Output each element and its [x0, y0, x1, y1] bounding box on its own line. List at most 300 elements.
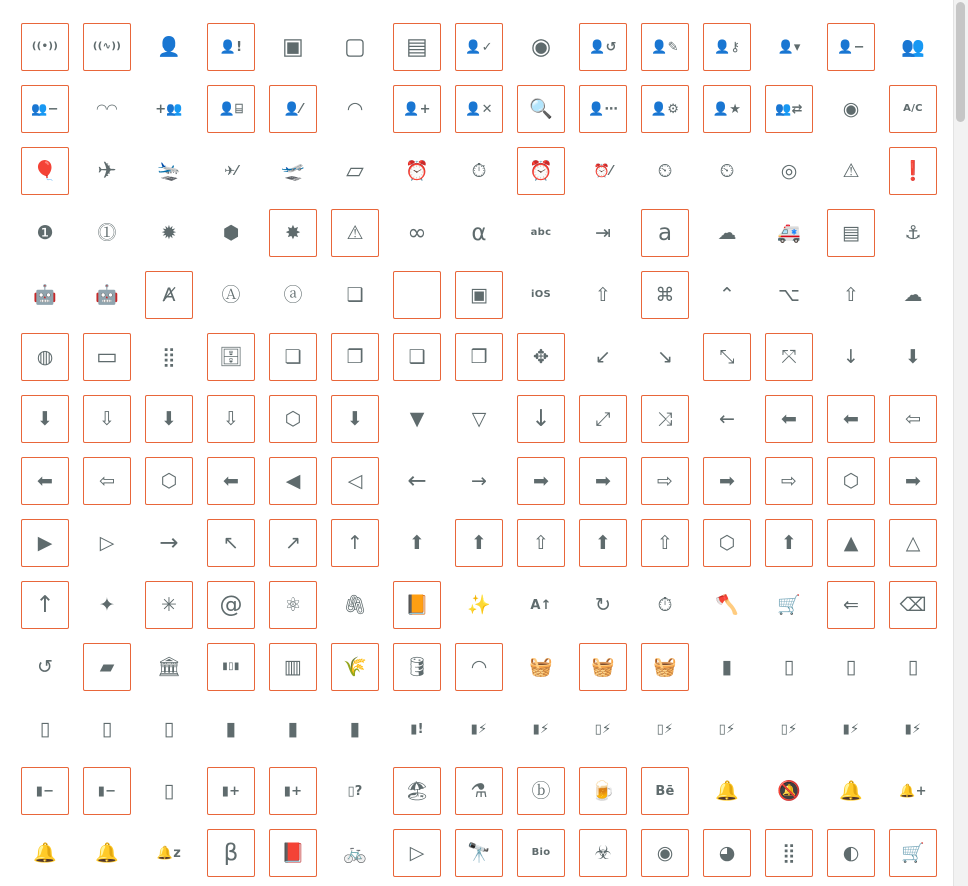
- icon-cell[interactable]: [76, 450, 138, 512]
- icon-cell[interactable]: [200, 822, 262, 884]
- icon-cell[interactable]: [510, 636, 572, 698]
- icon-cell[interactable]: [14, 760, 76, 822]
- icon-cell[interactable]: [324, 140, 386, 202]
- icon-cell[interactable]: [510, 140, 572, 202]
- bell-off-icon[interactable]: [765, 767, 813, 815]
- arrow-right-drop-circle-icon[interactable]: [21, 519, 69, 567]
- icon-cell[interactable]: [696, 140, 758, 202]
- bio-icon[interactable]: [517, 829, 565, 877]
- icon-cell[interactable]: [882, 202, 944, 264]
- icon-cell[interactable]: [14, 16, 76, 78]
- icon-cell[interactable]: [634, 78, 696, 140]
- icon-cell[interactable]: [820, 822, 882, 884]
- icon-cell[interactable]: [138, 698, 200, 760]
- icon-cell[interactable]: [262, 264, 324, 326]
- battery-40-icon[interactable]: [21, 705, 69, 753]
- icon-cell[interactable]: [758, 822, 820, 884]
- arrow-all-icon[interactable]: [517, 333, 565, 381]
- icon-cell[interactable]: [386, 636, 448, 698]
- arrow-down-icon[interactable]: [827, 333, 875, 381]
- basket-icon[interactable]: [517, 643, 565, 691]
- battery-minus-icon[interactable]: [21, 767, 69, 815]
- battery-charging-icon[interactable]: [455, 705, 503, 753]
- alarm-plus-icon[interactable]: [641, 147, 689, 195]
- icon-cell[interactable]: [572, 822, 634, 884]
- icon-cell[interactable]: [882, 16, 944, 78]
- barcode-scan-icon[interactable]: [269, 643, 317, 691]
- icon-cell[interactable]: [448, 264, 510, 326]
- icon-cell[interactable]: [510, 264, 572, 326]
- icon-cell[interactable]: [262, 326, 324, 388]
- access-point-network-icon[interactable]: [83, 23, 131, 71]
- scrollbar-thumb[interactable]: [956, 2, 965, 122]
- backspace-icon[interactable]: [889, 581, 937, 629]
- icon-cell[interactable]: [696, 512, 758, 574]
- icon-cell[interactable]: [572, 326, 634, 388]
- bell-ring-outline-icon[interactable]: [83, 829, 131, 877]
- account-off-icon[interactable]: [269, 85, 317, 133]
- bell-sleep-icon[interactable]: [145, 829, 193, 877]
- icon-cell[interactable]: [572, 450, 634, 512]
- biohazard-icon[interactable]: [579, 829, 627, 877]
- battery-charging-100-icon[interactable]: [517, 705, 565, 753]
- icon-cell[interactable]: [386, 264, 448, 326]
- icon-cell[interactable]: [386, 202, 448, 264]
- icon-cell[interactable]: [510, 822, 572, 884]
- alert-icon[interactable]: [827, 147, 875, 195]
- beach-icon[interactable]: [393, 767, 441, 815]
- vertical-scrollbar[interactable]: [953, 0, 968, 886]
- icon-cell[interactable]: [572, 698, 634, 760]
- apple-keyboard-option-icon[interactable]: [765, 271, 813, 319]
- basecamp-icon[interactable]: [455, 643, 503, 691]
- arrow-right-bold-circle-outline-icon[interactable]: [765, 457, 813, 505]
- binoculars-icon[interactable]: [455, 829, 503, 877]
- battery-charging-40-icon[interactable]: [703, 705, 751, 753]
- application-icon[interactable]: [21, 333, 69, 381]
- icon-cell[interactable]: [76, 264, 138, 326]
- bandcamp-icon[interactable]: [83, 643, 131, 691]
- application-window-icon[interactable]: [83, 333, 131, 381]
- icon-cell[interactable]: [510, 760, 572, 822]
- icon-cell[interactable]: [758, 450, 820, 512]
- icon-cell[interactable]: [448, 512, 510, 574]
- account-multiple-icon[interactable]: [889, 23, 937, 71]
- av-timer-icon[interactable]: [641, 581, 689, 629]
- icon-cell[interactable]: [696, 450, 758, 512]
- arrow-left-bold-box-outline-icon[interactable]: [889, 395, 937, 443]
- blackberry-icon[interactable]: [765, 829, 813, 877]
- icon-cell[interactable]: [882, 140, 944, 202]
- icon-cell[interactable]: [882, 450, 944, 512]
- icon-cell[interactable]: [820, 760, 882, 822]
- icon-cell[interactable]: [882, 636, 944, 698]
- icon-cell[interactable]: [696, 78, 758, 140]
- bell-ring-icon[interactable]: [21, 829, 69, 877]
- battery-70-icon[interactable]: [207, 705, 255, 753]
- icon-cell[interactable]: [758, 264, 820, 326]
- arrow-up-bold-hexagon-outline-icon[interactable]: [703, 519, 751, 567]
- all-inclusive-icon[interactable]: [393, 209, 441, 257]
- battery-60-icon[interactable]: [145, 705, 193, 753]
- icon-cell[interactable]: [820, 326, 882, 388]
- atom-icon[interactable]: [269, 581, 317, 629]
- icon-cell[interactable]: [324, 16, 386, 78]
- alert-box-icon[interactable]: [889, 147, 937, 195]
- icon-cell[interactable]: [696, 698, 758, 760]
- beta-icon[interactable]: [207, 829, 255, 877]
- battery-icon[interactable]: [703, 643, 751, 691]
- android-icon[interactable]: [21, 271, 69, 319]
- arrow-bottom-right-icon[interactable]: [641, 333, 689, 381]
- icon-cell[interactable]: [138, 636, 200, 698]
- icon-cell[interactable]: [386, 760, 448, 822]
- icon-cell[interactable]: [324, 822, 386, 884]
- arrow-right-thick-icon[interactable]: [145, 519, 193, 567]
- icon-cell[interactable]: [14, 78, 76, 140]
- account-multiple-outline-icon[interactable]: [83, 85, 131, 133]
- icon-cell[interactable]: [138, 16, 200, 78]
- bitbucket-icon[interactable]: [641, 829, 689, 877]
- arrow-left-drop-circle-icon[interactable]: [269, 457, 317, 505]
- alert-outline-icon[interactable]: [331, 209, 379, 257]
- icon-cell[interactable]: [386, 822, 448, 884]
- arrow-down-drop-circle-icon[interactable]: [393, 395, 441, 443]
- icon-cell[interactable]: [634, 326, 696, 388]
- icon-cell[interactable]: [14, 450, 76, 512]
- icon-cell[interactable]: [200, 512, 262, 574]
- alert-octagram-icon[interactable]: [269, 209, 317, 257]
- battery-alert-icon[interactable]: [393, 705, 441, 753]
- icon-cell[interactable]: [448, 78, 510, 140]
- icon-cell[interactable]: [200, 636, 262, 698]
- icon-cell[interactable]: [200, 388, 262, 450]
- arrow-up-drop-circle-icon[interactable]: [827, 519, 875, 567]
- icon-cell[interactable]: [882, 78, 944, 140]
- bike-icon[interactable]: [331, 829, 379, 877]
- icon-cell[interactable]: [76, 760, 138, 822]
- arrow-expand-all-icon[interactable]: [641, 395, 689, 443]
- apple-finder-icon[interactable]: [455, 271, 503, 319]
- apple-keyboard-caps-icon[interactable]: [579, 271, 627, 319]
- anchor-icon[interactable]: [889, 209, 937, 257]
- icon-cell[interactable]: [572, 16, 634, 78]
- adjust-icon[interactable]: [827, 85, 875, 133]
- icon-cell[interactable]: [820, 78, 882, 140]
- icon-cell[interactable]: [262, 822, 324, 884]
- icon-cell[interactable]: [572, 574, 634, 636]
- icon-cell[interactable]: [448, 760, 510, 822]
- account-key-icon[interactable]: [703, 23, 751, 71]
- icon-cell[interactable]: [820, 388, 882, 450]
- icon-cell[interactable]: [820, 16, 882, 78]
- icon-cell[interactable]: [510, 450, 572, 512]
- arrow-up-bold-icon[interactable]: [393, 519, 441, 567]
- icon-cell[interactable]: [386, 450, 448, 512]
- icon-cell[interactable]: [572, 388, 634, 450]
- icon-cell[interactable]: [200, 202, 262, 264]
- account-alert-icon[interactable]: [207, 23, 255, 71]
- icon-cell[interactable]: [386, 574, 448, 636]
- album-icon[interactable]: [765, 147, 813, 195]
- arrow-expand-icon[interactable]: [579, 395, 627, 443]
- icon-cell[interactable]: [138, 264, 200, 326]
- icon-cell[interactable]: [14, 202, 76, 264]
- icon-cell[interactable]: [324, 760, 386, 822]
- battery-30-icon[interactable]: [889, 643, 937, 691]
- icon-cell[interactable]: [76, 698, 138, 760]
- account-edit-icon[interactable]: [641, 23, 689, 71]
- icon-cell[interactable]: [820, 698, 882, 760]
- arrow-right-icon[interactable]: [455, 457, 503, 505]
- icon-cell[interactable]: [76, 140, 138, 202]
- icon-cell[interactable]: [386, 16, 448, 78]
- icon-cell[interactable]: [324, 326, 386, 388]
- account-card-details-icon[interactable]: [393, 23, 441, 71]
- icon-cell[interactable]: [200, 760, 262, 822]
- icon-cell[interactable]: [138, 78, 200, 140]
- barley-icon[interactable]: [331, 643, 379, 691]
- arrow-bottom-left-icon[interactable]: [579, 333, 627, 381]
- icon-cell[interactable]: [76, 822, 138, 884]
- icon-cell[interactable]: [634, 636, 696, 698]
- icon-cell[interactable]: [448, 388, 510, 450]
- icon-cell[interactable]: [76, 574, 138, 636]
- arrange-send-backward-icon[interactable]: [393, 333, 441, 381]
- backup-restore-icon[interactable]: [21, 643, 69, 691]
- icon-cell[interactable]: [324, 264, 386, 326]
- arrow-up-bold-circle-icon[interactable]: [579, 519, 627, 567]
- icon-cell[interactable]: [510, 326, 572, 388]
- arrow-down-bold-box-outline-icon[interactable]: [83, 395, 131, 443]
- icon-cell[interactable]: [572, 202, 634, 264]
- icon-cell[interactable]: [820, 202, 882, 264]
- icon-cell[interactable]: [882, 388, 944, 450]
- icon-cell[interactable]: [758, 202, 820, 264]
- account-location-icon[interactable]: [765, 23, 813, 71]
- barrel-icon[interactable]: [393, 643, 441, 691]
- arrow-right-box-icon[interactable]: [889, 457, 937, 505]
- bank-icon[interactable]: [145, 643, 193, 691]
- basket-fill-icon[interactable]: [579, 643, 627, 691]
- icon-cell[interactable]: [634, 202, 696, 264]
- icon-cell[interactable]: [758, 140, 820, 202]
- beaker-icon[interactable]: [455, 767, 503, 815]
- icon-cell[interactable]: [324, 636, 386, 698]
- altimeter-icon[interactable]: [579, 209, 627, 257]
- icon-cell[interactable]: [448, 140, 510, 202]
- icon-cell[interactable]: [634, 760, 696, 822]
- axe-icon[interactable]: [703, 581, 751, 629]
- icon-cell[interactable]: [820, 264, 882, 326]
- icon-cell[interactable]: [76, 388, 138, 450]
- icon-cell[interactable]: [14, 326, 76, 388]
- alert-circle-outline-icon[interactable]: [83, 209, 131, 257]
- icon-cell[interactable]: [262, 636, 324, 698]
- account-search-icon[interactable]: [517, 85, 565, 133]
- icon-cell[interactable]: [138, 326, 200, 388]
- amplifier-icon[interactable]: [827, 209, 875, 257]
- icon-cell[interactable]: [14, 574, 76, 636]
- icon-cell[interactable]: [200, 698, 262, 760]
- bing-icon[interactable]: [393, 829, 441, 877]
- icon-cell[interactable]: [262, 450, 324, 512]
- arrow-up-bold-circle-outline-icon[interactable]: [641, 519, 689, 567]
- icon-cell[interactable]: [758, 388, 820, 450]
- arrow-right-bold-box-outline-icon[interactable]: [641, 457, 689, 505]
- blender-icon[interactable]: [827, 829, 875, 877]
- icon-cell[interactable]: [696, 202, 758, 264]
- icon-cell[interactable]: [76, 326, 138, 388]
- icon-cell[interactable]: [386, 140, 448, 202]
- icon-cell[interactable]: [696, 636, 758, 698]
- icon-cell[interactable]: [262, 16, 324, 78]
- icon-cell[interactable]: [448, 574, 510, 636]
- icon-cell[interactable]: [572, 636, 634, 698]
- basket-unfill-icon[interactable]: [641, 643, 689, 691]
- icon-cell[interactable]: [820, 636, 882, 698]
- arrow-collapse-all-icon[interactable]: [765, 333, 813, 381]
- angularjs-icon[interactable]: [269, 271, 317, 319]
- battery-charging-90-icon[interactable]: [889, 705, 937, 753]
- alert-decagram-icon[interactable]: [145, 209, 193, 257]
- beer-icon[interactable]: [579, 767, 627, 815]
- icon-cell[interactable]: [262, 78, 324, 140]
- icon-cell[interactable]: [696, 264, 758, 326]
- arrow-down-bold-box-icon[interactable]: [21, 395, 69, 443]
- attachment-icon[interactable]: [331, 581, 379, 629]
- icon-cell[interactable]: [634, 388, 696, 450]
- icon-cell[interactable]: [758, 574, 820, 636]
- arrow-up-icon[interactable]: [331, 519, 379, 567]
- arrow-right-bold-circle-icon[interactable]: [703, 457, 751, 505]
- icon-cell[interactable]: [758, 16, 820, 78]
- icon-cell[interactable]: [634, 16, 696, 78]
- icon-cell[interactable]: [572, 264, 634, 326]
- icon-cell[interactable]: [696, 822, 758, 884]
- icon-cell[interactable]: [696, 388, 758, 450]
- alarm-check-icon[interactable]: [455, 147, 503, 195]
- icon-cell[interactable]: [882, 326, 944, 388]
- icon-cell[interactable]: [820, 140, 882, 202]
- icon-cell[interactable]: [510, 512, 572, 574]
- account-outline-icon[interactable]: [331, 85, 379, 133]
- icon-cell[interactable]: [386, 512, 448, 574]
- beats-icon[interactable]: [517, 767, 565, 815]
- battery-outline-icon[interactable]: [145, 767, 193, 815]
- battery-50-icon[interactable]: [83, 705, 131, 753]
- arrow-left-bold-circle-icon[interactable]: [21, 457, 69, 505]
- animation-icon[interactable]: [331, 271, 379, 319]
- arrow-down-bold-hexagon-outline-icon[interactable]: [269, 395, 317, 443]
- icon-cell[interactable]: [324, 202, 386, 264]
- battery-charging-20-icon[interactable]: [579, 705, 627, 753]
- icon-cell[interactable]: [510, 388, 572, 450]
- icon-cell[interactable]: [572, 760, 634, 822]
- icon-cell[interactable]: [76, 636, 138, 698]
- audiobook-icon[interactable]: [393, 581, 441, 629]
- alphabetical-icon[interactable]: [517, 209, 565, 257]
- battery-charging-60-icon[interactable]: [765, 705, 813, 753]
- battery-20-icon[interactable]: [827, 643, 875, 691]
- icon-cell[interactable]: [448, 636, 510, 698]
- arrow-down-bold-circle-outline-icon[interactable]: [207, 395, 255, 443]
- arrow-up-drop-circle-outline-icon[interactable]: [889, 519, 937, 567]
- icon-cell[interactable]: [262, 698, 324, 760]
- apple-ios-icon[interactable]: [517, 271, 565, 319]
- icon-cell[interactable]: [758, 760, 820, 822]
- icon-cell[interactable]: [572, 140, 634, 202]
- account-remove-icon[interactable]: [455, 85, 503, 133]
- arrow-right-bold-hexagon-outline-icon[interactable]: [827, 457, 875, 505]
- account-multiple-plus-icon[interactable]: [145, 85, 193, 133]
- icon-cell[interactable]: [572, 78, 634, 140]
- icon-cell[interactable]: [76, 512, 138, 574]
- android-debug-bridge-icon[interactable]: [83, 271, 131, 319]
- icon-cell[interactable]: [138, 760, 200, 822]
- airplane-off-icon[interactable]: [207, 147, 255, 195]
- account-settings-variant-icon[interactable]: [579, 85, 627, 133]
- apple-icloud-icon[interactable]: [889, 271, 937, 319]
- icon-cell[interactable]: [882, 698, 944, 760]
- icon-cell[interactable]: [138, 140, 200, 202]
- icon-cell[interactable]: [324, 698, 386, 760]
- icon-cell[interactable]: [448, 450, 510, 512]
- icon-cell[interactable]: [200, 78, 262, 140]
- archive-icon[interactable]: [207, 333, 255, 381]
- account-box-icon[interactable]: [269, 23, 317, 71]
- icon-cell[interactable]: [324, 574, 386, 636]
- icon-cell[interactable]: [262, 512, 324, 574]
- account-settings-icon[interactable]: [641, 85, 689, 133]
- icon-cell[interactable]: [200, 16, 262, 78]
- amazon-icon[interactable]: [641, 209, 689, 257]
- alpha-icon[interactable]: [455, 209, 503, 257]
- icon-cell[interactable]: [138, 822, 200, 884]
- android-studio-icon[interactable]: [145, 271, 193, 319]
- arrow-up-bold-box-outline-icon[interactable]: [517, 519, 565, 567]
- icon-cell[interactable]: [138, 450, 200, 512]
- apple-keyboard-control-icon[interactable]: [703, 271, 751, 319]
- icon-cell[interactable]: [820, 512, 882, 574]
- battery-10-icon[interactable]: [765, 643, 813, 691]
- icon-cell[interactable]: [758, 326, 820, 388]
- icon-cell[interactable]: [386, 78, 448, 140]
- icon-cell[interactable]: [138, 574, 200, 636]
- arrow-left-drop-circle-outline-icon[interactable]: [331, 457, 379, 505]
- icon-cell[interactable]: [14, 264, 76, 326]
- icon-cell[interactable]: [200, 326, 262, 388]
- bell-plus-icon[interactable]: [889, 767, 937, 815]
- icon-cell[interactable]: [200, 140, 262, 202]
- arrange-bring-forward-icon[interactable]: [269, 333, 317, 381]
- bell-outline-icon[interactable]: [827, 767, 875, 815]
- asterisk-icon[interactable]: [145, 581, 193, 629]
- icon-cell[interactable]: [882, 760, 944, 822]
- icon-cell[interactable]: [386, 326, 448, 388]
- icon-cell[interactable]: [758, 78, 820, 140]
- arrow-up-thick-icon[interactable]: [21, 581, 69, 629]
- arrow-left-box-icon[interactable]: [207, 457, 255, 505]
- icon-cell[interactable]: [14, 822, 76, 884]
- icon-cell[interactable]: [634, 140, 696, 202]
- arrange-bring-to-front-icon[interactable]: [331, 333, 379, 381]
- auto-fix-icon[interactable]: [455, 581, 503, 629]
- account-minus-icon[interactable]: [827, 23, 875, 71]
- alarm-multiple-icon[interactable]: [517, 147, 565, 195]
- arrow-left-icon[interactable]: [703, 395, 751, 443]
- icon-cell[interactable]: [386, 698, 448, 760]
